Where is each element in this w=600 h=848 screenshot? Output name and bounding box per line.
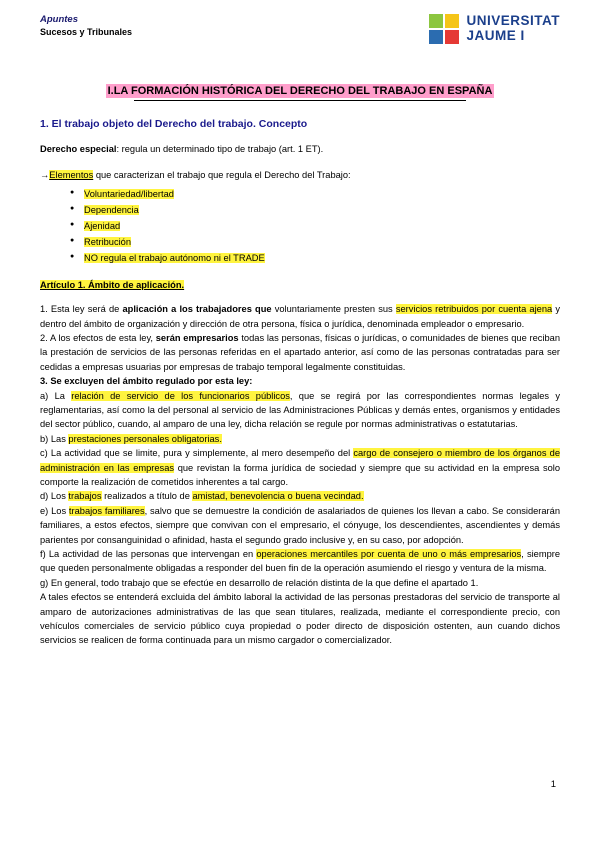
pg-text: g) En general, todo trabajo que se efectúe en desarrollo de relación distinta de la que define el apartado 1. <box>40 577 479 588</box>
subject-label: Sucesos y Tribunales <box>40 27 133 38</box>
list-item <box>84 235 560 251</box>
paragraph-a <box>40 389 560 432</box>
list-item <box>84 219 560 235</box>
p2-part-a: 2. A los efectos de esta ley, <box>40 332 156 343</box>
bullet-text: Dependencia <box>84 205 139 216</box>
pf-part-b: , siempre que queden personalmente obligadas a responder del buen fin de la operación asumiendo el riesgo y ventura de la misma. <box>40 549 561 574</box>
pc-part-b: que revistan la forma jurídica de sociedad y siempre que su actividad en la empresa solo comporte la realización de cometidos inherentes a tal cargo. <box>40 462 561 487</box>
uji-logo-line2: JAUME I <box>466 28 525 43</box>
bullet-text: NO regula el trabajo autónomo ni el TRADE <box>84 253 265 264</box>
elementos-rest: que caracterizan el trabajo que regula el Derecho del Trabajo: <box>93 169 351 180</box>
title-underline <box>134 100 466 101</box>
page-header <box>40 12 560 70</box>
logo-square-yellow <box>445 14 459 28</box>
page-title-text: I.LA FORMACIÓN HISTÓRICA DEL DERECHO DEL TRABAJO EN ESPAÑA <box>107 85 493 97</box>
articulo-1-heading <box>40 280 560 290</box>
pf-highlight: operaciones mercantiles por cuenta de uno o más empresarios <box>256 549 522 560</box>
pc-part-a: c) La actividad que se limite, pura y simplemente, al mero desempeño del <box>40 448 354 459</box>
pe-part-a: e) Los <box>40 505 69 516</box>
pd-highlight-2: amistad, benevolencia o buena vecindad. <box>192 491 364 502</box>
bullet-text: Ajenidad <box>84 221 121 232</box>
p1-part-a: 1. Esta ley será de <box>40 304 123 315</box>
list-item <box>84 187 560 203</box>
p1-part-d: y dentro del ámbito de organización y dirección de otra persona, física o jurídica, denominada empleador o empresario. <box>40 304 560 329</box>
p2-bold: serán empresarios <box>155 332 239 343</box>
p1-bold: aplicación a los trabajadores que <box>122 304 272 315</box>
pa-part-a: a) La <box>40 390 72 401</box>
paragraph-e <box>40 504 560 547</box>
derecho-especial-paragraph <box>40 142 560 156</box>
page-number: 1 <box>550 779 556 790</box>
logo-square-red <box>445 30 459 44</box>
page-title <box>40 84 560 101</box>
uji-logo-mark-icon <box>429 14 459 44</box>
pd-part-b: realizados a título de <box>101 491 193 502</box>
paragraph-2 <box>40 331 560 374</box>
paragraph-1 <box>40 302 560 331</box>
paragraph-f <box>40 547 560 576</box>
derecho-especial-text: : regula un determinado tipo de trabajo (art. 1 ET). <box>116 144 324 155</box>
section-heading-1: 1. El trabajo objeto del Derecho del trabajo. Concepto <box>40 118 308 131</box>
pc-highlight: cargo de consejero o miembro de los órganos de administración en las empresas <box>40 448 560 473</box>
pd-part-a: d) Los <box>40 491 69 502</box>
pe-highlight: trabajos familiares <box>68 505 145 516</box>
header-left <box>40 12 132 40</box>
p1-highlight: servicios retribuidos por cuenta ajena <box>395 304 553 315</box>
list-item <box>84 251 560 267</box>
pa-highlight: relación de servicio de los funcionarios públicos <box>71 390 290 401</box>
pa-part-b: , que se regirá por las correspondientes normas legales y reglamentarias, así como la del personal al servicio de las Administraciones Públicas y demás entes, organismos y entidades del sector público, cuando, al amparo de una ley, dicha relación se regule por normas administrativas o estatutarias. <box>40 390 561 430</box>
paragraph-c <box>40 446 560 489</box>
p2-part-c: todas las personas, físicas o jurídicas, o comunidades de bienes que reciban la prestación de servicios de las personas referidas en el apartado anterior, así como de las personas contratadas para ser cedidas a empresas usuarias por empresas de trabajo temporal legalmente constituidas. <box>40 332 560 372</box>
paragraph-b <box>40 432 560 446</box>
elementos-label: Elementos <box>49 169 94 180</box>
derecho-especial-label: Derecho especial <box>40 144 117 155</box>
list-item <box>84 203 560 219</box>
pe-part-b: , salvo que se demuestre la condición de asalariados de quienes los llevan a cabo. Se considerarán familiares, a estos efectos, siempre que convivan con el empresario, el cónyuge, los descendientes, ascendientes y demás parientes por consanguinidad o afinidad, hasta el segundo grado inclusive y, en su caso, por adopción. <box>40 505 560 545</box>
paragraph-3 <box>40 374 560 388</box>
p1-part-c: voluntariamente presten sus <box>271 304 396 315</box>
pb-highlight: prestaciones personales obligatorias. <box>68 433 222 444</box>
uji-logo-text <box>466 14 560 43</box>
logo-square-green <box>429 14 443 28</box>
uji-logo <box>429 12 560 44</box>
apuntes-label: Apuntes <box>40 14 78 25</box>
elementos-list <box>40 187 560 267</box>
paragraph-final <box>40 590 560 648</box>
elementos-line <box>40 168 560 182</box>
uji-logo-line1: UNIVERSITAT <box>466 13 560 29</box>
p3-text: 3. Se excluyen del ámbito regulado por esta ley: <box>40 376 253 387</box>
paragraph-g <box>40 576 560 590</box>
elementos-arrow: → <box>40 169 50 180</box>
pd-highlight-1: trabajos <box>68 491 102 502</box>
logo-square-blue <box>429 30 443 44</box>
paragraph-d <box>40 489 560 503</box>
bullet-text: Voluntariedad/libertad <box>84 189 174 200</box>
bullet-text: Retribución <box>84 237 132 248</box>
articulo-1-text: Artículo 1. Ámbito de aplicación. <box>40 280 185 291</box>
pb-part-a: b) Las <box>40 433 69 444</box>
pf-part-a: f) La actividad de las personas que intervengan en <box>40 549 257 560</box>
p-final-text: A tales efectos se entenderá excluida del ámbito laboral la actividad de las personas prestadoras del servicio de transporte al amparo de autorizaciones administrativas de las que sean titulares, realizada, mediante el correspondiente precio, con vehículos comerciales de servicio público cuya propiedad o poder directo de disposición ostenten, aun cuando dichos servicios se realicen de forma continuada para un mismo cargador o comercializador. <box>40 592 560 646</box>
